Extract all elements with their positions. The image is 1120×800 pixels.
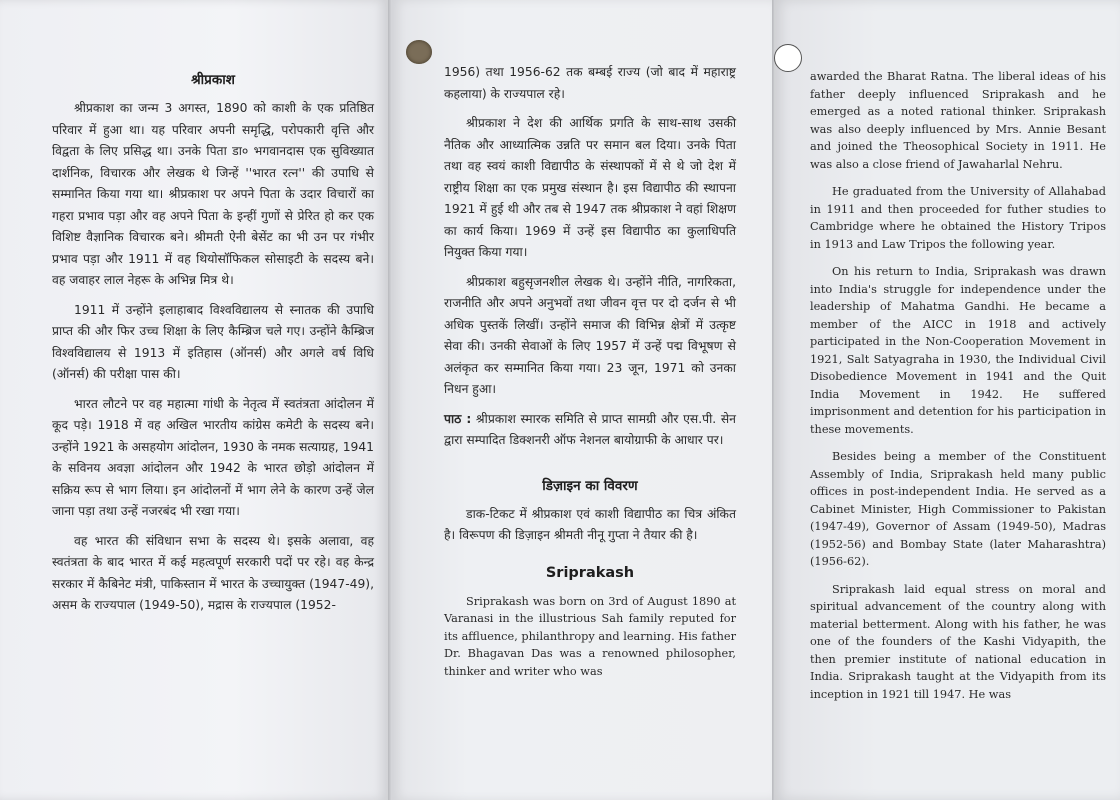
hindi-title: श्रीप्रकाश (191, 72, 235, 88)
source-label: पाठ : (444, 411, 472, 426)
source-note (444, 409, 736, 452)
hindi-paragraph-2: 1911 में उन्होंने इलाहाबाद विश्वविद्यालय से स्नातक की उपाधि प्राप्त की और फिर उच्च शिक्षा के लिए कैम्ब्रिज चले गए। उन्होंने कैम्ब्रिज विश्वविद्यालय से 1913 में इतिहास (ऑनर्स) और अगले वर्ष विधि (ऑनर्स) की परीक्षा पास की। (52, 302, 374, 381)
english-paragraph-5: Sriprakash laid equal stress on moral and spiritual advancement of the country along with material betterment. Along with his father, he was one of the founders of the Kashi Vidyapith, the then premier institute of national education in India. Sriprakash taught at the Vidyapith from its inception in 1921 till 1947. He was (810, 582, 1106, 701)
english-title: Sriprakash (545, 564, 635, 581)
hindi-paragraph-4: वह भारत की संविधान सभा के सदस्य थे। इसके अलावा, वह स्वतंत्रता के बाद भारत में कई महत्वपूर्ण सरकारी पदों पर रहे। वह केन्द्र सरकार में कैबिनेट मंत्री, पाकिस्तान में भारत के उच्चायुक्त (1947-49), असम के राज्यपाल (1949-50), मद्रास के राज्यपाल (1952- (52, 533, 374, 612)
hindi-paragraph-6: श्रीप्रकाश बहुसृजनशील लेखक थे। उन्होंने नीति, नागरिकता, राजनीति और अपने अनुभवों तथा जीवन वृत्त पर दो दर्जन से भी अधिक पुस्तकें लिखीं। उन्होंने समाज की विभिन्न क्षेत्रों में उत्कृष्ट सेवा की। उनकी सेवाओं के लिए 1957 में उन्हें पद्म विभूषण से अलंकृत कर सम्मानित किया गया। 23 जून, 1971 को उनका निधन हुआ। (444, 274, 736, 396)
hindi-continuation: 1956) तथा 1956-62 तक बम्बई राज्य (जो बाद में महाराष्ट्र कहलाया) के राज्यपाल रहे। (444, 65, 736, 101)
design-description: डाक-टिकट में श्रीप्रकाश एवं काशी विद्यापीठ का चित्र अंकित है। विरूपण की डिज़ाइन श्रीमती नीनू गुप्ता ने तैयार की है। (444, 506, 736, 542)
punch-hole-left (406, 40, 432, 64)
source-text: श्रीप्रकाश स्मारक समिति से प्राप्त सामग्री और एस.पी. सेन द्वारा सम्पादित डिक्शनरी ऑफ नेशनल बायोग्राफी के आधार पर। (444, 411, 736, 447)
english-paragraph-1: Sriprakash was born on 3rd of August 1890 at Varanasi in the illustrious Sah family reputed for its affluence, philanthropy and learning. His father Dr. Bhagavan Das was a renowned philosopher, thinker and writer who was (444, 594, 736, 678)
english-body (810, 68, 1106, 703)
punch-hole-right (774, 44, 802, 72)
english-paragraph-3: On his return to India, Sriprakash was drawn into India's struggle for independence under the leadership of Mahatma Gandhi. He became a member of the AICC in 1918 and actively participated in the Non-Cooperation Movement in 1921, Salt Satyagraha in 1930, the Individual Civil Disobedience Movement in 1941 and the Quit India Movement in 1942. He suffered imprisonment and detention for his participation in these movements. (810, 265, 1106, 436)
design-heading: डिज़ाइन का विवरण (542, 477, 638, 494)
english-continuation: awarded the Bharat Ratna. The liberal ideas of his father deeply influenced Sriprakash and he emerged as a noted rational thinker. Sriprakash was also deeply influenced by Mrs. Annie Besant and joined the Theosophical Society in 1911. He was also a close friend of Jawaharlal Nehru. (810, 70, 1106, 171)
right-panel-english (774, 0, 1120, 800)
hindi-paragraph-5: श्रीप्रकाश ने देश की आर्थिक प्रगति के साथ-साथ उसकी नैतिक और आध्यात्मिक उन्नति पर समान बल दिया। उनके पिता तथा वह स्वयं काशी विद्यापीठ के संस्थापकों में से थे जो देश में राष्ट्रीय शिक्षा का एक प्रमुख संस्थान है। इस विद्यापीठ की स्थापना 1921 में हुई थी और तब से 1947 तक श्रीप्रकाश ने वहां शिक्षण का कार्य किया। 1969 में उन्हें इस विद्यापीठ का कुलाधिपति नियुक्त किया गया। (444, 116, 736, 259)
english-paragraph-2: He graduated from the University of Allahabad in 1911 and then proceeded for futher studies to Cambridge where he obtained the History Tripos in 1913 and Law Tripos the following year. (810, 185, 1106, 251)
design-body (444, 504, 736, 547)
hindi-paragraph-3: भारत लौटने पर वह महात्मा गांधी के नेतृत्व में स्वतंत्रता आंदोलन में कूद पड़े। 1918 में वह अखिल भारतीय कांग्रेस कमेटी के सदस्य बने। उन्होंने 1921 के असहयोग आंदोलन, 1930 के नमक सत्याग्रह, 1941 के सविनय अवज्ञा आंदोलन और 1942 के भारत छोड़ो आंदोलन में सक्रिय रूप से भाग लिया। इन आंदोलनों में भाग लेने के कारण उन्हें जेल जाना पड़ा तथा उन्हें नजरबंद भी रखा गया। (52, 396, 374, 518)
hindi-body-continued (444, 62, 736, 452)
english-paragraph-4: Besides being a member of the Constituent Assembly of India, Sriprakash held many public offices in post-independent India. He served as a Cabinet Minister, High Commissioner to Pakistan (1947-49), Governor of Assam (1949-50), Madras (1952-56) and Bombay State (later Maharashtra) (1956-62). (810, 450, 1106, 568)
middle-panel (392, 0, 772, 800)
english-intro-body (444, 593, 736, 681)
hindi-paragraph-1: श्रीप्रकाश का जन्म 3 अगस्त, 1890 को काशी के एक प्रतिष्ठित परिवार में हुआ था। यह परिवार अपनी समृद्धि, परोपकारी वृत्ति और विद्वता के लिए प्रसिद्ध था। उनके पिता डा० भगवानदास एक सुविख्यात दार्शनिक, विचारक और लेखक थे जिन्हें ''भारत रत्न'' की उपाधि से सम्मानित किया गया था। श्रीप्रकाश पर अपने पिता के उदार विचारों का गहरा प्रभाव पड़ा और वह अपने पिता के इन्हीं गुणों से प्रेरित हो कर एक विशिष्ट वैज्ञानिक विचारक बने। श्रीमती ऐनी बेसेंट का भी उन पर गंभीर प्रभाव पड़ा और 1911 में वह थियोसॉफिकल सोसाइटी के सदस्य बने। वह जवाहर लाल नेहरू के अभिन्न मित्र थे। (52, 101, 374, 287)
hindi-body (52, 98, 374, 617)
left-panel-hindi (0, 0, 388, 800)
